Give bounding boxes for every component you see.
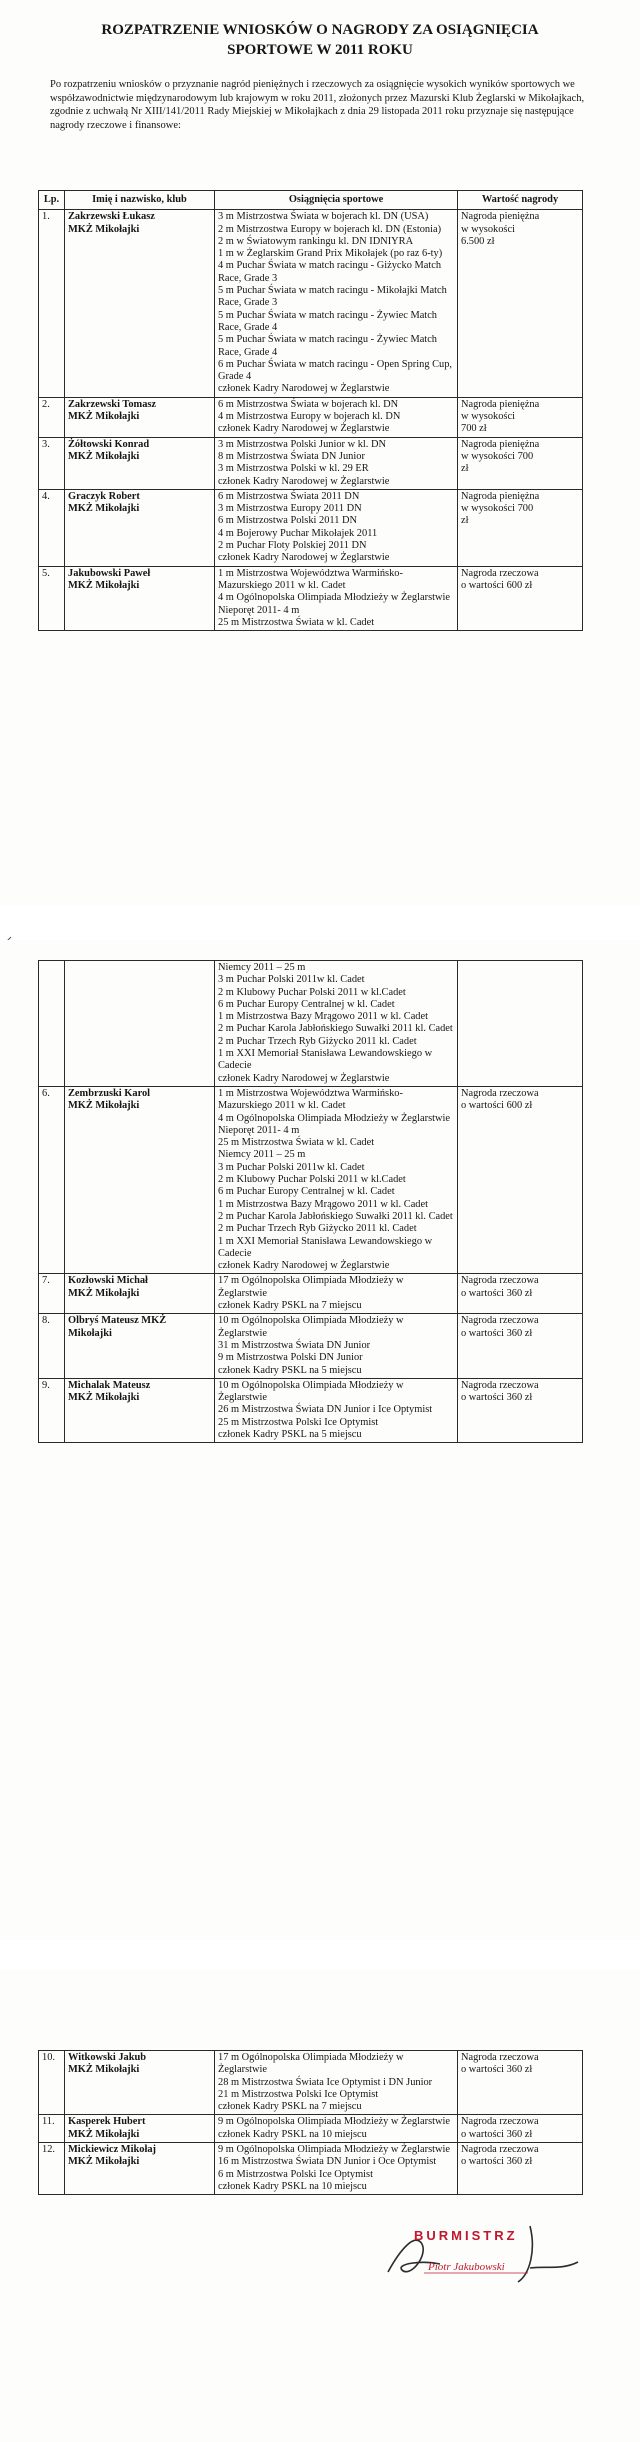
table-row [39,1274,583,1314]
achievement-line: 4 m Bojerowy Puchar Mikołajek 2011 [218,527,378,539]
cell-achievements [215,1274,458,1314]
achievement-line: 3 m Mistrzostwa Polski Junior w kl. DN [218,438,386,450]
achievement-line: 9 m Ogólnopolska Olimpiada Młodzieży w Żeglarstwie [218,2144,451,2156]
achievement-line: 2 m Klubowy Puchar Polski 2011 w kl.Cadet [218,1174,406,1186]
cell-award-value [458,489,583,566]
athlete-club: MKŻ Mikołajki [68,2128,140,2140]
cell-achievements [215,566,458,630]
achievement-line: 6 m Mistrzostwa Świata w bojerach kl. DN [218,398,399,410]
athlete-name: Michalak Mateusz [68,1379,151,1391]
cell-lp [39,1086,65,1273]
table-row [39,1314,583,1378]
cell-lp [39,210,65,397]
cell-name [65,566,215,630]
document-title [60,20,580,60]
award-value-line: w wysokości 700 [461,503,534,515]
cell-lp [39,2051,65,2115]
athlete-name: Jakubowski Paweł [68,567,151,579]
achievement-line: 2 m Mistrzostwa Europy w bojerach kl. DN (Estonia) [218,223,442,235]
achievement-line: 16 m Mistrzostwa Świata DN Junior i Oce Optymist [218,2156,437,2168]
achievement-line: 25 m Mistrzostwa Świata w kl. Cadet [218,1137,375,1149]
athlete-club: MKŻ Mikołajki [68,503,140,515]
cell-lp [39,961,65,1087]
cell-award-value [458,961,583,1087]
achievement-line: 8 m Mistrzostwa Świata DN Junior [218,450,365,462]
award-value-line: w wysokości [461,411,515,423]
header-lp: Lp. [39,191,65,210]
cell-achievements [215,210,458,397]
award-value-line: o wartości 600 zł [461,1100,533,1112]
award-value-line: 700 zł [461,423,487,435]
award-value-line: Nagroda rzeczowa [461,567,539,579]
cell-name [65,489,215,566]
table-row [39,437,583,489]
award-value-line: w wysokości 700 [461,450,534,462]
achievement-line: członek Kadry PSKL na 7 miejscu [218,2101,362,2113]
stamp-burmistrz: BURMISTRZ [414,2228,518,2243]
athlete-club: MKŻ Mikołajki [68,2064,140,2076]
achievement-line: 6 m Puchar Europy Centralnej w kl. Cadet [218,1186,395,1198]
award-value-line: o wartości 360 zł [461,2128,533,2140]
athlete-club: MKŻ Mikołajki [68,1287,140,1299]
athlete-name: Kasperek Hubert [68,2116,146,2128]
cell-lp [39,2115,65,2143]
achievement-line: 21 m Mistrzostwa Polski Ice Optymist [218,2088,379,2100]
achievement-line: 3 m Mistrzostwa Europy 2011 DN [218,503,362,515]
row-number: 5. [42,567,50,579]
cell-lp [39,2143,65,2195]
table-row [39,397,583,437]
header-name: Imię i nazwisko, klub [65,191,215,210]
intro-paragraph: Po rozpatrzeniu wniosków o przyznanie nagród pieniężnych i rzeczowych za osiągnięcie wysokich wyników sportowych we współzawodnictwie międzynarodowym lub krajowym w roku 2011, złożonych przez Mazurski Klub Żeglarski w Mikołajkach, zgodnie z uchwałą Nr XIII/141/2011 Rady Miejskiej w Mikołajkach z dnia 29 listopada 2011 roku przyznaje się następujące nagrody rzeczowe i finansowe: [50,79,585,131]
achievement-line: 2 m Puchar Floty Polskiej 2011 DN [218,540,367,552]
athlete-club: MKŻ Mikołajki [68,450,140,462]
achievement-line: 6 m Mistrzostwa Polski Ice Optymist [218,2168,373,2180]
athlete-club: MKŻ Mikołajki [68,223,140,235]
achievement-line: członek Kadry Narodowej w Żeglarstwie [218,475,390,487]
cell-achievements [215,961,458,1087]
achievement-line: 2 m Puchar Trzech Ryb Giżycko 2011 kl. Cadet [218,1035,417,1047]
achievement-line: 10 m Ogólnopolska Olimpiada Młodzieży w Żeglarstwie [218,1315,404,1339]
award-value-line: Nagroda rzeczowa [461,2144,539,2156]
award-value-line: Nagroda rzeczowa [461,1275,539,1287]
achievement-line: członek Kadry Narodowej w Żeglarstwie [218,552,390,564]
title-line-1: ROZPATRZENIE WNIOSKÓW O NAGRODY ZA OSIĄGNIĘCIA [101,22,539,38]
cell-name [65,2143,215,2195]
athlete-name: Zakrzewski Tomasz [68,398,157,410]
athlete-name: Olbryś Mateusz MKŻ [68,1315,167,1327]
cell-lp [39,1314,65,1378]
cell-award-value [458,1086,583,1273]
award-value-line: w wysokości [461,223,515,235]
cell-lp [39,1274,65,1314]
cell-name [65,961,215,1087]
cell-achievements [215,437,458,489]
achievement-line: 3 m Mistrzostwa Świata w bojerach kl. DN (USA) [218,211,429,223]
cell-award-value [458,1314,583,1378]
table-row [39,2143,583,2195]
cell-lp [39,489,65,566]
athlete-name: Zakrzewski Łukasz [68,211,155,223]
athlete-club: MKŻ Mikołajki [68,1392,140,1404]
cell-achievements [215,2051,458,2115]
achievement-line: 10 m Ogólnopolska Olimpiada Młodzieży w Żeglarstwie [218,1379,404,1404]
award-value-line: o wartości 600 zł [461,579,533,591]
cell-achievements [215,489,458,566]
title-line-2: SPORTOWE W 2011 ROKU [227,42,413,58]
awards-table-page-1 [38,190,583,631]
cell-name [65,2051,215,2115]
cell-name [65,397,215,437]
award-value-line: Nagroda rzeczowa [461,1087,539,1099]
cell-name [65,2115,215,2143]
cell-name [65,1378,215,1442]
athlete-club: MKŻ Mikołajki [68,579,140,591]
awards-table-page-2 [38,960,583,1443]
achievement-line: 2 m Puchar Karola Jabłońskiego Suwałki 2011 kl. Cadet [218,1023,453,1035]
award-value-line: zł [461,515,469,527]
achievement-line: 1 m Mistrzostwa Województwa Warmińsko-Mazurskiego 2011 w kl. Cadet [218,1087,403,1112]
achievement-line: członek Kadry Narodowej w Żeglarstwie [218,423,390,435]
achievement-line: 4 m Puchar Świata w match racingu - Giżycko Match Race, Grade 3 [218,260,442,284]
achievement-line: członek Kadry PSKL na 7 miejscu [218,1300,362,1312]
cell-award-value [458,1274,583,1314]
achievement-line: 5 m Puchar Świata w match racingu - Mikołajki Match Race, Grade 3 [218,285,447,309]
row-number: 12. [42,2144,55,2156]
cell-award-value [458,2115,583,2143]
row-number: 3. [42,438,50,450]
cell-name [65,1314,215,1378]
cell-award-value [458,397,583,437]
cell-achievements [215,397,458,437]
achievement-line: 2 m Klubowy Puchar Polski 2011 w kl.Cadet [218,986,406,998]
row-number: 8. [42,1315,50,1327]
cell-award-value [458,1378,583,1442]
achievement-line: 3 m Puchar Polski 2011w kl. Cadet [218,974,365,986]
achievement-line: Niemcy 2011 – 25 m [218,1149,306,1161]
cell-achievements [215,2115,458,2143]
cell-award-value [458,210,583,397]
achievement-line: 2 m w Światowym rankingu kl. DN IDNIYRA [218,235,414,247]
award-value-line: Nagroda pieniężna [461,211,540,223]
achievement-line: 6 m Puchar Europy Centralnej w kl. Cadet [218,998,395,1010]
cell-award-value [458,437,583,489]
achievement-line: 1 m XXI Memoriał Stanisława Lewandowskiego w Cadecie [218,1048,433,1072]
award-value-line: zł [461,463,469,475]
cell-achievements [215,2143,458,2195]
achievement-line: 6 m Mistrzostwa Świata 2011 DN [218,490,360,502]
cell-lp [39,437,65,489]
header-achievements: Osiągnięcia sportowe [215,191,458,210]
achievement-line: 25 m Mistrzostwa Świata w kl. Cadet [218,616,375,628]
document-page-2 [0,940,640,1940]
achievement-line: 1 m w Żeglarskim Grand Prix Mikołajek (po raz 6-ty) [218,248,443,260]
table-row [39,566,583,630]
cell-lp [39,566,65,630]
award-value-line: Nagroda pieniężna [461,490,540,502]
cell-achievements [215,1378,458,1442]
achievement-line: członek Kadry PSKL na 10 miejscu [218,2128,367,2140]
achievement-line: 26 m Mistrzostwa Świata DN Junior i Ice Optymist [218,1404,433,1416]
cell-award-value [458,2051,583,2115]
achievement-line: 9 m Ogólnopolska Olimpiada Młodzieży w Żeglarstwie [218,2116,451,2128]
row-number: 1. [42,211,50,223]
award-value-line: o wartości 360 zł [461,2064,533,2076]
achievement-line: 17 m Ogólnopolska Olimpiada Młodzieży w Żeglarstwie [218,2052,404,2076]
cell-achievements [215,1314,458,1378]
achievement-line: 6 m Puchar Świata w match racingu - Open Spring Cup, Grade 4 [218,358,453,383]
award-value-line: Nagroda pieniężna [461,398,540,410]
table-row [39,961,583,1087]
award-value-line: o wartości 360 zł [461,1392,533,1404]
achievement-line: członek Kadry PSKL na 5 miejscu [218,1428,362,1440]
achievement-line: członek Kadry Narodowej w Żeglarstwie [218,1260,390,1272]
achievement-line: 2 m Puchar Trzech Ryb Giżycko 2011 kl. Cadet [218,1223,417,1235]
cell-achievements [215,1086,458,1273]
achievement-line: 9 m Mistrzostwa Polski DN Junior [218,1352,363,1364]
header-value: Wartość nagrody [458,191,583,210]
achievement-line: 6 m Mistrzostwa Polski 2011 DN [218,515,358,527]
document-page-3 [0,1970,640,2442]
table-row [39,2115,583,2143]
achievement-line: 4 m Ogólnopolska Olimpiada Młodzieży w Żeglarstwie Nieporęt 2011- 4 m [218,1112,451,1136]
achievement-line: 4 m Mistrzostwa Europy w bojerach kl. DN [218,411,401,423]
award-value-line: o wartości 360 zł [461,2156,533,2168]
award-value-line: o wartości 360 zł [461,1287,533,1299]
athlete-name: Zembrzuski Karol [68,1087,151,1099]
achievement-line: 4 m Ogólnopolska Olimpiada Młodzieży w Żeglarstwie Nieporęt 2011- 4 m [218,592,451,616]
achievement-line: 1 m XXI Memoriał Stanisława Lewandowskiego w Cadecie [218,1235,433,1259]
achievement-line: członek Kadry Narodowej w Żeglarstwie [218,383,390,395]
athlete-name: Żółtowski Konrad [68,438,150,450]
athlete-name: Kozłowski Michał [68,1275,148,1287]
cell-name [65,210,215,397]
stamp-name: Piotr Jakubowski [428,2261,505,2273]
achievement-line: 25 m Mistrzostwa Polski Ice Optymist [218,1416,379,1428]
athlete-club: MKŻ Mikołajki [68,411,140,423]
cell-award-value [458,2143,583,2195]
award-value-line: o wartości 360 zł [461,1327,533,1339]
achievement-line: 1 m Mistrzostwa Bazy Mrągowo 2011 w kl. Cadet [218,1198,428,1210]
achievement-line: członek Kadry Narodowej w Żeglarstwie [218,1072,390,1084]
award-value-line: Nagroda rzeczowa [461,1315,539,1327]
cell-lp [39,397,65,437]
achievement-line: członek Kadry PSKL na 10 miejscu [218,2180,367,2192]
athlete-name: Witkowski Jakub [68,2052,147,2063]
award-value-line: Nagroda pieniężna [461,438,540,450]
awards-table-page-3 [38,2050,583,2195]
award-value-line: 6.500 zł [461,235,495,247]
achievement-line: 2 m Puchar Karola Jabłońskiego Suwałki 2011 kl. Cadet [218,1210,453,1222]
athlete-club: Mikołajki [68,1327,112,1339]
achievement-line: 5 m Puchar Świata w match racingu - Żywiec Match Race, Grade 4 [218,334,437,358]
row-number: 4. [42,490,50,502]
achievement-line: członek Kadry PSKL na 5 miejscu [218,1364,362,1376]
athlete-name: Graczyk Robert [68,490,140,502]
cell-award-value [458,566,583,630]
row-number: 11. [42,2116,55,2128]
table-row [39,2051,583,2115]
table-row [39,210,583,397]
award-value-line: Nagroda rzeczowa [461,2116,539,2128]
achievement-line: 3 m Mistrzostwa Polski w kl. 29 ER [218,463,369,475]
athlete-name: Mickiewicz Mikołaj [68,2144,157,2156]
cell-name [65,1086,215,1273]
achievement-line: 1 m Mistrzostwa Bazy Mrągowo 2011 w kl. Cadet [218,1011,428,1023]
document-page-1 [0,0,640,905]
table-row [39,489,583,566]
athlete-club: MKŻ Mikołajki [68,2156,140,2168]
award-value-line: Nagroda rzeczowa [461,1379,539,1391]
cell-name [65,437,215,489]
row-number: 2. [42,398,50,410]
achievement-line: 1 m Mistrzostwa Województwa Warmińsko-Mazurskiego 2011 w kl. Cadet [218,567,403,591]
award-value-line: Nagroda rzeczowa [461,2052,539,2063]
achievement-line: 17 m Ogólnopolska Olimpiada Młodzieży w Żeglarstwie [218,1275,404,1299]
table-row [39,1378,583,1442]
achievement-line: 5 m Puchar Świata w match racingu - Żywiec Match Race, Grade 4 [218,309,437,333]
achievement-line: 3 m Puchar Polski 2011w kl. Cadet [218,1161,365,1173]
achievement-line: 31 m Mistrzostwa Świata DN Junior [218,1339,371,1351]
row-number: 10. [42,2052,55,2063]
cell-name [65,1274,215,1314]
athlete-club: MKŻ Mikołajki [68,1100,140,1112]
achievement-line: Niemcy 2011 – 25 m [218,962,306,973]
row-number: 6. [42,1087,50,1099]
cell-lp [39,1378,65,1442]
table-header-row [39,191,583,210]
table-row [39,1086,583,1273]
signature-stamp [380,2220,590,2290]
row-number: 7. [42,1275,50,1287]
row-number: 9. [42,1379,50,1391]
achievement-line: 28 m Mistrzostwa Świata Ice Optymist i DN Junior [218,2076,433,2088]
